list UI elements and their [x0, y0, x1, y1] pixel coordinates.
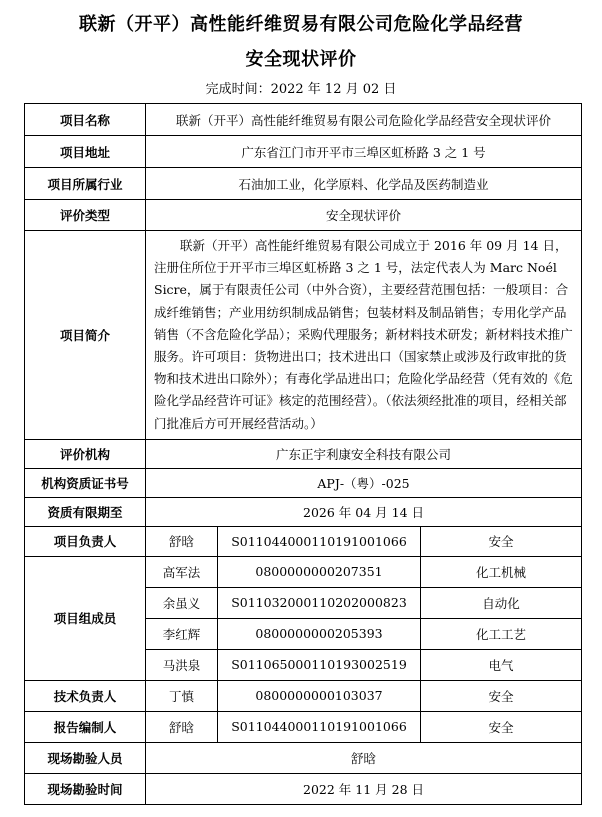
report-author-name: 舒晗	[146, 711, 218, 742]
value-project-intro	[146, 231, 582, 440]
report-author-cert-id: S011044000110191001066	[218, 711, 421, 742]
row-cert	[25, 468, 582, 497]
label-survey-time: 现场勘验时间	[25, 773, 146, 804]
row-project-name	[25, 104, 582, 136]
label-cert: 机构资质证书号	[25, 468, 146, 497]
label-eval-type: 评价类型	[25, 200, 146, 231]
label-team-members: 项目组成员	[25, 556, 146, 680]
leader-field: 安全	[421, 526, 582, 556]
label-project-address: 项目地址	[25, 136, 146, 168]
label-report-author: 报告编制人	[25, 711, 146, 742]
leader-name: 舒晗	[146, 526, 218, 556]
project-intro-text: 联新（开平）高性能纤维贸易有限公司成立于 2016 年 09 月 14 日，注册住所位于开平市三埠区虹桥路 3 之 1 号，法定代表人为 Marc Noél Sicre，属于有限责任公司（中外合资），主要经营范围包括：一般项目：合成纤维销售；产业用纺织制成品销售；包装材料及制品销售；专用化学产品销售（不含危险化学品）；采购代理服务；新材料技术研发；新材料技术推广服务。许可项目：货物进出口；技术进出口（国家禁止或涉及行政审批的货物和技术进出口除外）；有毒化学品进出口；危险化学品经营（凭有效的《危险化学品经营许可证》核定的范围经营）。（依法须经批准的项目，经相关部门批准后方可开展经营活动。）	[154, 238, 573, 431]
label-industry: 项目所属行业	[25, 168, 146, 200]
project-info-table	[24, 103, 582, 805]
value-project-name: 联新（开平）高性能纤维贸易有限公司危险化学品经营安全现状评价	[146, 104, 582, 136]
member-cert-id: 0800000000207351	[218, 556, 421, 587]
label-valid-until: 资质有限期至	[25, 497, 146, 526]
tech-lead-cert-id: 0800000000103037	[218, 680, 421, 711]
row-agency	[25, 439, 582, 468]
member-field: 自动化	[421, 587, 582, 618]
member-cert-id: S011032000110202000823	[218, 587, 421, 618]
value-cert: APJ-（粤）-025	[146, 468, 582, 497]
completion-date: 完成时间：2022 年 12 月 02 日	[205, 82, 397, 97]
member-cert-id: 0800000000205393	[218, 618, 421, 649]
row-industry	[25, 168, 582, 200]
value-survey-people: 舒晗	[146, 742, 582, 773]
member-field: 电气	[421, 649, 582, 680]
report-author-field: 安全	[421, 711, 582, 742]
label-project-leader: 项目负责人	[25, 526, 146, 556]
document-title-line1: 联新（开平）高性能纤维贸易有限公司危险化学品经营	[79, 14, 523, 35]
row-tech-lead	[25, 680, 582, 711]
label-tech-lead: 技术负责人	[25, 680, 146, 711]
label-project-intro: 项目简介	[25, 231, 146, 440]
label-project-name: 项目名称	[25, 104, 146, 136]
value-agency: 广东正宇利康安全科技有限公司	[146, 439, 582, 468]
document-title-line2: 安全现状评价	[245, 49, 357, 70]
value-survey-time: 2022 年 11 月 28 日	[146, 773, 582, 804]
row-survey-time	[25, 773, 582, 804]
row-survey-people	[25, 742, 582, 773]
member-name: 马洪泉	[146, 649, 218, 680]
member-cert-id: S011065000110193002519	[218, 649, 421, 680]
value-valid-until: 2026 年 04 月 14 日	[146, 497, 582, 526]
row-valid-until	[25, 497, 582, 526]
row-report-author	[25, 711, 582, 742]
member-field: 化工工艺	[421, 618, 582, 649]
value-project-address: 广东省江门市开平市三埠区虹桥路 3 之 1 号	[146, 136, 582, 168]
member-name: 余虽义	[146, 587, 218, 618]
label-survey-people: 现场勘验人员	[25, 742, 146, 773]
value-eval-type: 安全现状评价	[146, 200, 582, 231]
row-project-address	[25, 136, 582, 168]
member-name: 高军法	[146, 556, 218, 587]
tech-lead-field: 安全	[421, 680, 582, 711]
row-project-intro	[25, 231, 582, 440]
row-member	[25, 556, 582, 587]
member-field: 化工机械	[421, 556, 582, 587]
leader-cert-id: S011044000110191001066	[218, 526, 421, 556]
label-agency: 评价机构	[25, 439, 146, 468]
row-project-leader	[25, 526, 582, 556]
tech-lead-name: 丁慎	[146, 680, 218, 711]
member-name: 李红辉	[146, 618, 218, 649]
row-eval-type	[25, 200, 582, 231]
value-industry: 石油加工业，化学原料、化学品及医药制造业	[146, 168, 582, 200]
